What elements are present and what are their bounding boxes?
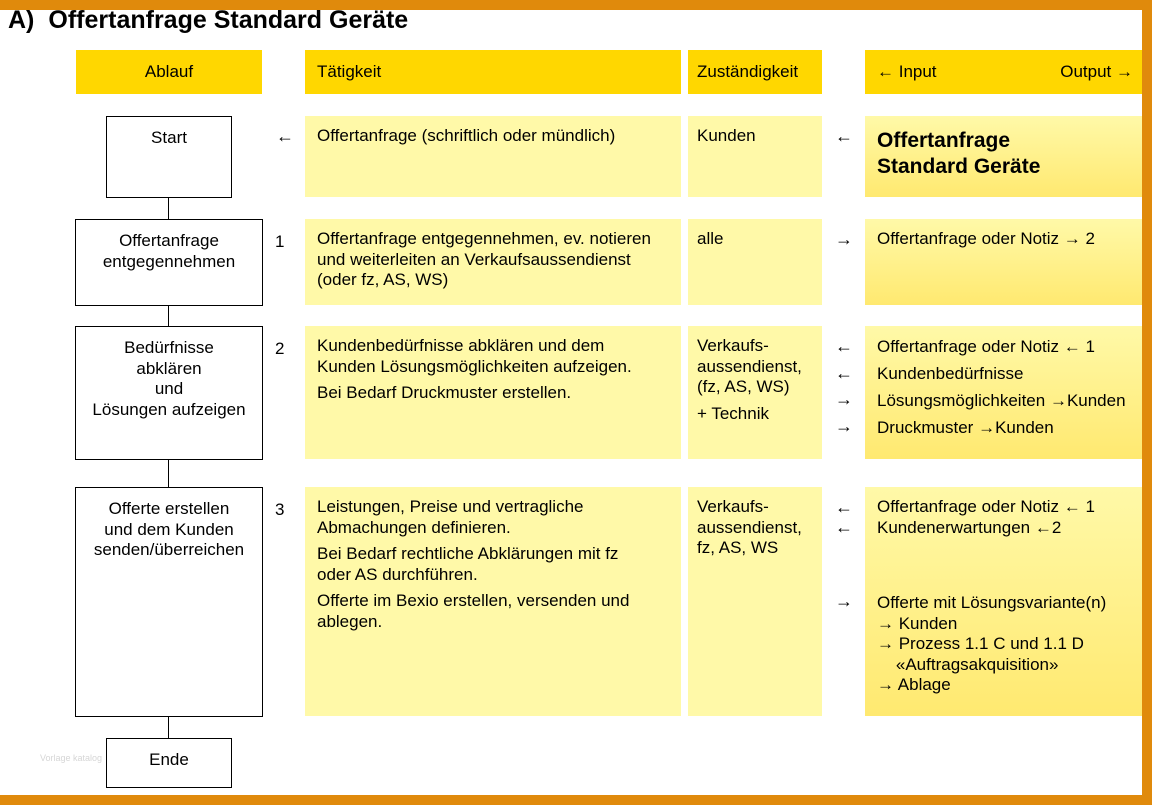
direction-arrow: → (835, 389, 853, 409)
zustaendigkeit-cell (688, 487, 822, 716)
zustaendigkeit-text: + Technik (697, 403, 769, 423)
taetigkeit-text: Offertanfrage (schriftlich oder mündlich) (317, 126, 616, 145)
zustaendigkeit-cell (688, 116, 822, 197)
io-line: Offerte mit Lösungsvariante(n) (877, 593, 1107, 612)
header-zustaendigkeit: Zuständigkeit (688, 50, 822, 94)
taetigkeit-cell (305, 487, 681, 716)
title-prefix: A) (8, 10, 35, 34)
io-cell (865, 219, 1142, 305)
zustaendigkeit-text: Verkaufs- aussendienst, fz, AS, WS (697, 497, 802, 557)
io-process-title: Offertanfrage Standard Geräte (877, 129, 1041, 178)
io-line: «Auftragsakquisition» (877, 654, 1059, 674)
taetigkeit-cell (305, 219, 681, 305)
io-line: → Prozess 1.1 C und 1.1 D (877, 634, 1084, 653)
direction-arrow: → (835, 416, 853, 436)
row-marker: ← (276, 126, 294, 146)
flow-box-step-3: Offerte erstellen und dem Kunden senden/überreichen (75, 487, 263, 717)
connector-line (168, 716, 169, 738)
zustaendigkeit-text: alle (697, 229, 724, 248)
io-cell (865, 116, 1142, 197)
taetigkeit-text: Kundenbedürfnisse abklären und dem Kunden Lösungsmöglichkeiten aufzeigen. (317, 336, 632, 376)
header-input: ← Input (877, 62, 937, 81)
zustaendigkeit-cell (688, 219, 822, 305)
io-line: Kundenerwartungen ←2 (877, 517, 1062, 537)
io-line: Kundenbedürfnisse (877, 364, 1024, 383)
direction-arrow: → (835, 591, 853, 611)
io-line: → Kunden (877, 613, 958, 633)
io-line: → Ablage (877, 675, 951, 694)
watermark: Vorlage katalog (40, 753, 103, 763)
row-marker: 2 (275, 339, 285, 358)
document-title (8, 10, 422, 35)
io-line: Lösungsmöglichkeiten →Kunden (877, 391, 1126, 410)
row-marker: 1 (275, 232, 285, 251)
header-ablauf: Ablauf (76, 50, 262, 94)
io-cell (865, 326, 1142, 459)
header-output: Output → (1060, 62, 1133, 81)
taetigkeit-text: Leistungen, Preise und vertragliche Abmachungen definieren. (317, 497, 584, 537)
direction-arrow: ← (835, 517, 853, 537)
flow-box-step-1: Offertanfrage entgegennehmen (75, 219, 263, 306)
io-line: Druckmuster →Kunden (877, 418, 1054, 437)
direction-arrow: → (835, 229, 853, 249)
flow-box-end: Ende (106, 738, 232, 788)
header-input-output (865, 50, 1142, 94)
flow-box-start: Start (106, 116, 232, 198)
direction-arrow: ← (835, 497, 853, 517)
taetigkeit-cell (305, 116, 681, 197)
direction-arrow: ← (835, 336, 853, 356)
title-text: Offertanfrage Standard Geräte (48, 10, 409, 34)
io-line: Offertanfrage oder Notiz → 2 (877, 229, 1095, 248)
taetigkeit-text: Offertanfrage entgegennehmen, ev. notieren und weiterleiten an Verkaufsaussendienst (oder fz, AS, WS) (317, 229, 651, 289)
header-taetigkeit: Tätigkeit (305, 50, 681, 94)
zustaendigkeit-text: Kunden (697, 126, 756, 145)
io-cell (865, 487, 1142, 716)
zustaendigkeit-cell (688, 326, 822, 459)
flow-box-step-2: Bedürfnisse abklären und Lösungen aufzeigen (75, 326, 263, 460)
direction-arrow: ← (835, 363, 853, 383)
connector-line (168, 197, 169, 219)
direction-arrow: ← (835, 126, 853, 146)
io-line: Offertanfrage oder Notiz ← 1 (877, 497, 1095, 516)
process-document (0, 10, 1142, 795)
taetigkeit-cell (305, 326, 681, 459)
taetigkeit-text: Offerte im Bexio erstellen, versenden und ablegen. (317, 591, 630, 631)
taetigkeit-text: Bei Bedarf Druckmuster erstellen. (317, 383, 572, 402)
zustaendigkeit-text: Verkaufs- aussendienst, (fz, AS, WS) (697, 336, 802, 396)
connector-line (168, 305, 169, 326)
taetigkeit-text: Bei Bedarf rechtliche Abklärungen mit fz oder AS durchführen. (317, 544, 619, 584)
row-marker: 3 (275, 500, 285, 519)
io-line: Offertanfrage oder Notiz ← 1 (877, 337, 1095, 356)
connector-line (168, 459, 169, 487)
